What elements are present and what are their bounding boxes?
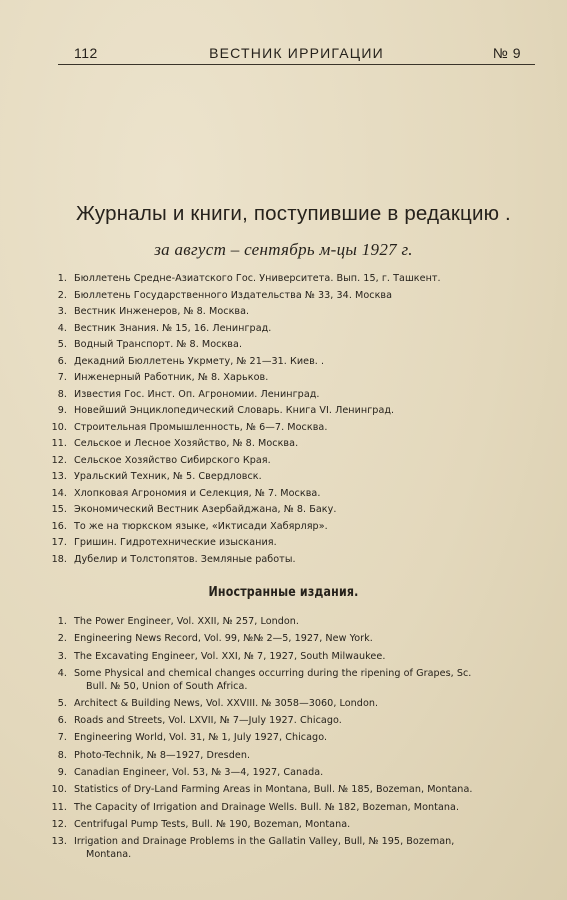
item-text: Architect & Building News, Vol. XXVIII. № 3058—3060, London. [74,697,379,709]
list-item [50,371,539,388]
item-text: Строительная Промышленность, № 6—7. Москва. [74,421,328,433]
list-item [50,801,539,818]
running-header [58,44,535,65]
list-item [50,766,539,783]
item-number: 10. [51,421,67,433]
item-number: 12. [51,454,67,466]
issue-number: № 9 [492,45,521,61]
list-item [50,289,539,306]
page-title: Журналы и книги, поступившие в редакцию . [76,202,511,225]
list-item [50,355,539,372]
list-item [50,783,539,800]
list-item [50,322,539,339]
item-text: Инженерный Работник, № 8. Харьков. [74,372,269,383]
item-text: Irrigation and Drainage Problems in the Gallatin Valley, Bull, № 195, Bozeman, [74,836,455,848]
list-item [50,338,539,355]
list-item [50,520,539,537]
item-number: 14. [51,487,67,499]
item-text: Statistics of Dry-Land Farming Areas in Montana, Bull. № 185, Bozeman, Montana. [74,784,473,796]
item-text: Хлопковая Агрономия и Селекция, № 7. Москва. [74,487,321,499]
item-text: Водный Транспорт. № 8. Москва. [74,339,243,350]
item-text: То же на тюркском языке, «Иктисади Хабярляр». [74,520,328,532]
item-text: Уральский Техник, № 5. Свердловск. [74,471,262,482]
list-item [50,667,539,697]
item-text: Сельское Хозяйство Сибирского Края. [74,454,271,466]
list-item [50,503,539,520]
item-text: Известия Гос. Инст. Оп. Агрономии. Ленинград. [74,388,320,400]
item-number: 7. [57,372,67,383]
list-item [50,454,539,471]
list-item [50,714,539,731]
page-subtitle: за август – сентябрь м-цы 1927 г. [154,240,413,259]
domestic-publications-list [50,272,539,569]
item-text: Engineering News Record, Vol. 99, №№ 2—5, 1927, New York. [74,633,373,645]
item-text: The Excavating Engineer, Vol. XXI, № 7, 1927, South Milwaukee. [74,650,386,662]
item-number: 18. [51,553,67,565]
item-text: Engineering World, Vol. 31, № 1, July 1927, Chicago. [74,732,328,744]
item-text: Декадний Бюллетень Укрмету, № 21—31. Киев. . [74,355,325,367]
item-number: 3. [57,306,67,317]
foreign-section-title: Иностранные издания. [208,585,359,600]
page-number: 112 [74,45,98,61]
item-number: 11. [51,438,67,449]
list-item [50,697,539,714]
item-text: Новейший Энциклопедический Словарь. Книга VI. Ленинград. [74,405,395,416]
list-item [50,650,539,667]
item-number: 8. [57,749,67,761]
item-text: Бюллетень Средне-Азиатского Гос. Университета. Вып. 15, г. Ташкент. [74,273,441,284]
item-text: Some Physical and chemical changes occurring during the ripening of Grapes, Sc. [74,667,472,679]
item-text: Экономический Вестник Азербайджана, № 8. Баку. [74,504,337,515]
item-number: 17. [51,537,67,548]
list-item [50,749,539,766]
list-item [50,615,539,632]
item-text: Centrifugal Pump Tests, Bull. № 190, Bozeman, Montana. [74,818,351,830]
item-text: The Power Engineer, Vol. XXII, № 257, London. [74,616,300,627]
list-item [50,487,539,504]
item-number: 6. [57,715,67,727]
item-text: Бюллетень Государственного Издательства № 33, 34. Москва [74,289,393,301]
list-item [50,553,539,570]
item-text-continuation: Montana. [86,849,132,861]
list-item [50,731,539,748]
list-item [50,388,539,405]
item-text: Сельское и Лесное Хозяйство, № 8. Москва. [74,438,299,449]
item-number: 10. [51,784,67,796]
item-text: Photo-Technik, № 8—1927, Dresden. [74,749,251,761]
item-number: 13. [51,836,67,848]
foreign-publications-list [50,615,539,865]
item-number: 8. [57,388,67,400]
item-number: 11. [51,801,67,813]
item-number: 2. [57,633,67,645]
list-item [50,305,539,322]
item-number: 4. [57,322,67,334]
item-text: The Capacity of Irrigation and Drainage Wells. Bull. № 182, Bozeman, Montana. [74,801,460,813]
item-text: Canadian Engineer, Vol. 53, № 3—4, 1927, Canada. [74,767,324,779]
list-item [50,404,539,421]
item-number: 1. [57,273,67,284]
item-number: 5. [57,697,67,709]
item-number: 4. [57,667,67,679]
item-text: Гришин. Гидротехнические изыскания. [74,537,277,548]
item-text: Дубелир и Толстопятов. Земляные работы. [74,553,296,565]
item-number: 5. [57,339,67,350]
list-item [50,272,539,289]
item-number: 1. [57,616,67,627]
item-number: 9. [57,405,67,416]
item-number: 16. [51,520,67,532]
list-item [50,835,539,865]
list-item [50,818,539,835]
list-item [50,632,539,649]
item-text: Roads and Streets, Vol. LXVII, № 7—July 1927. Chicago. [74,715,342,727]
item-text: Вестник Инженеров, № 8. Москва. [74,306,250,317]
item-number: 9. [57,767,67,779]
item-number: 13. [51,471,67,482]
item-number: 12. [51,818,67,830]
item-number: 6. [57,355,67,367]
item-number: 3. [57,650,67,662]
item-text: Вестник Знания. № 15, 16. Ленинград. [74,322,272,334]
item-number: 15. [51,504,67,515]
item-number: 7. [57,732,67,744]
item-number: 2. [57,289,67,301]
list-item [50,437,539,454]
list-item [50,421,539,438]
item-text-continuation: Bull. № 50, Union of South Africa. [86,680,248,692]
list-item [50,536,539,553]
list-item [50,470,539,487]
journal-title: ВЕСТНИК ИРРИГАЦИИ [209,45,384,61]
